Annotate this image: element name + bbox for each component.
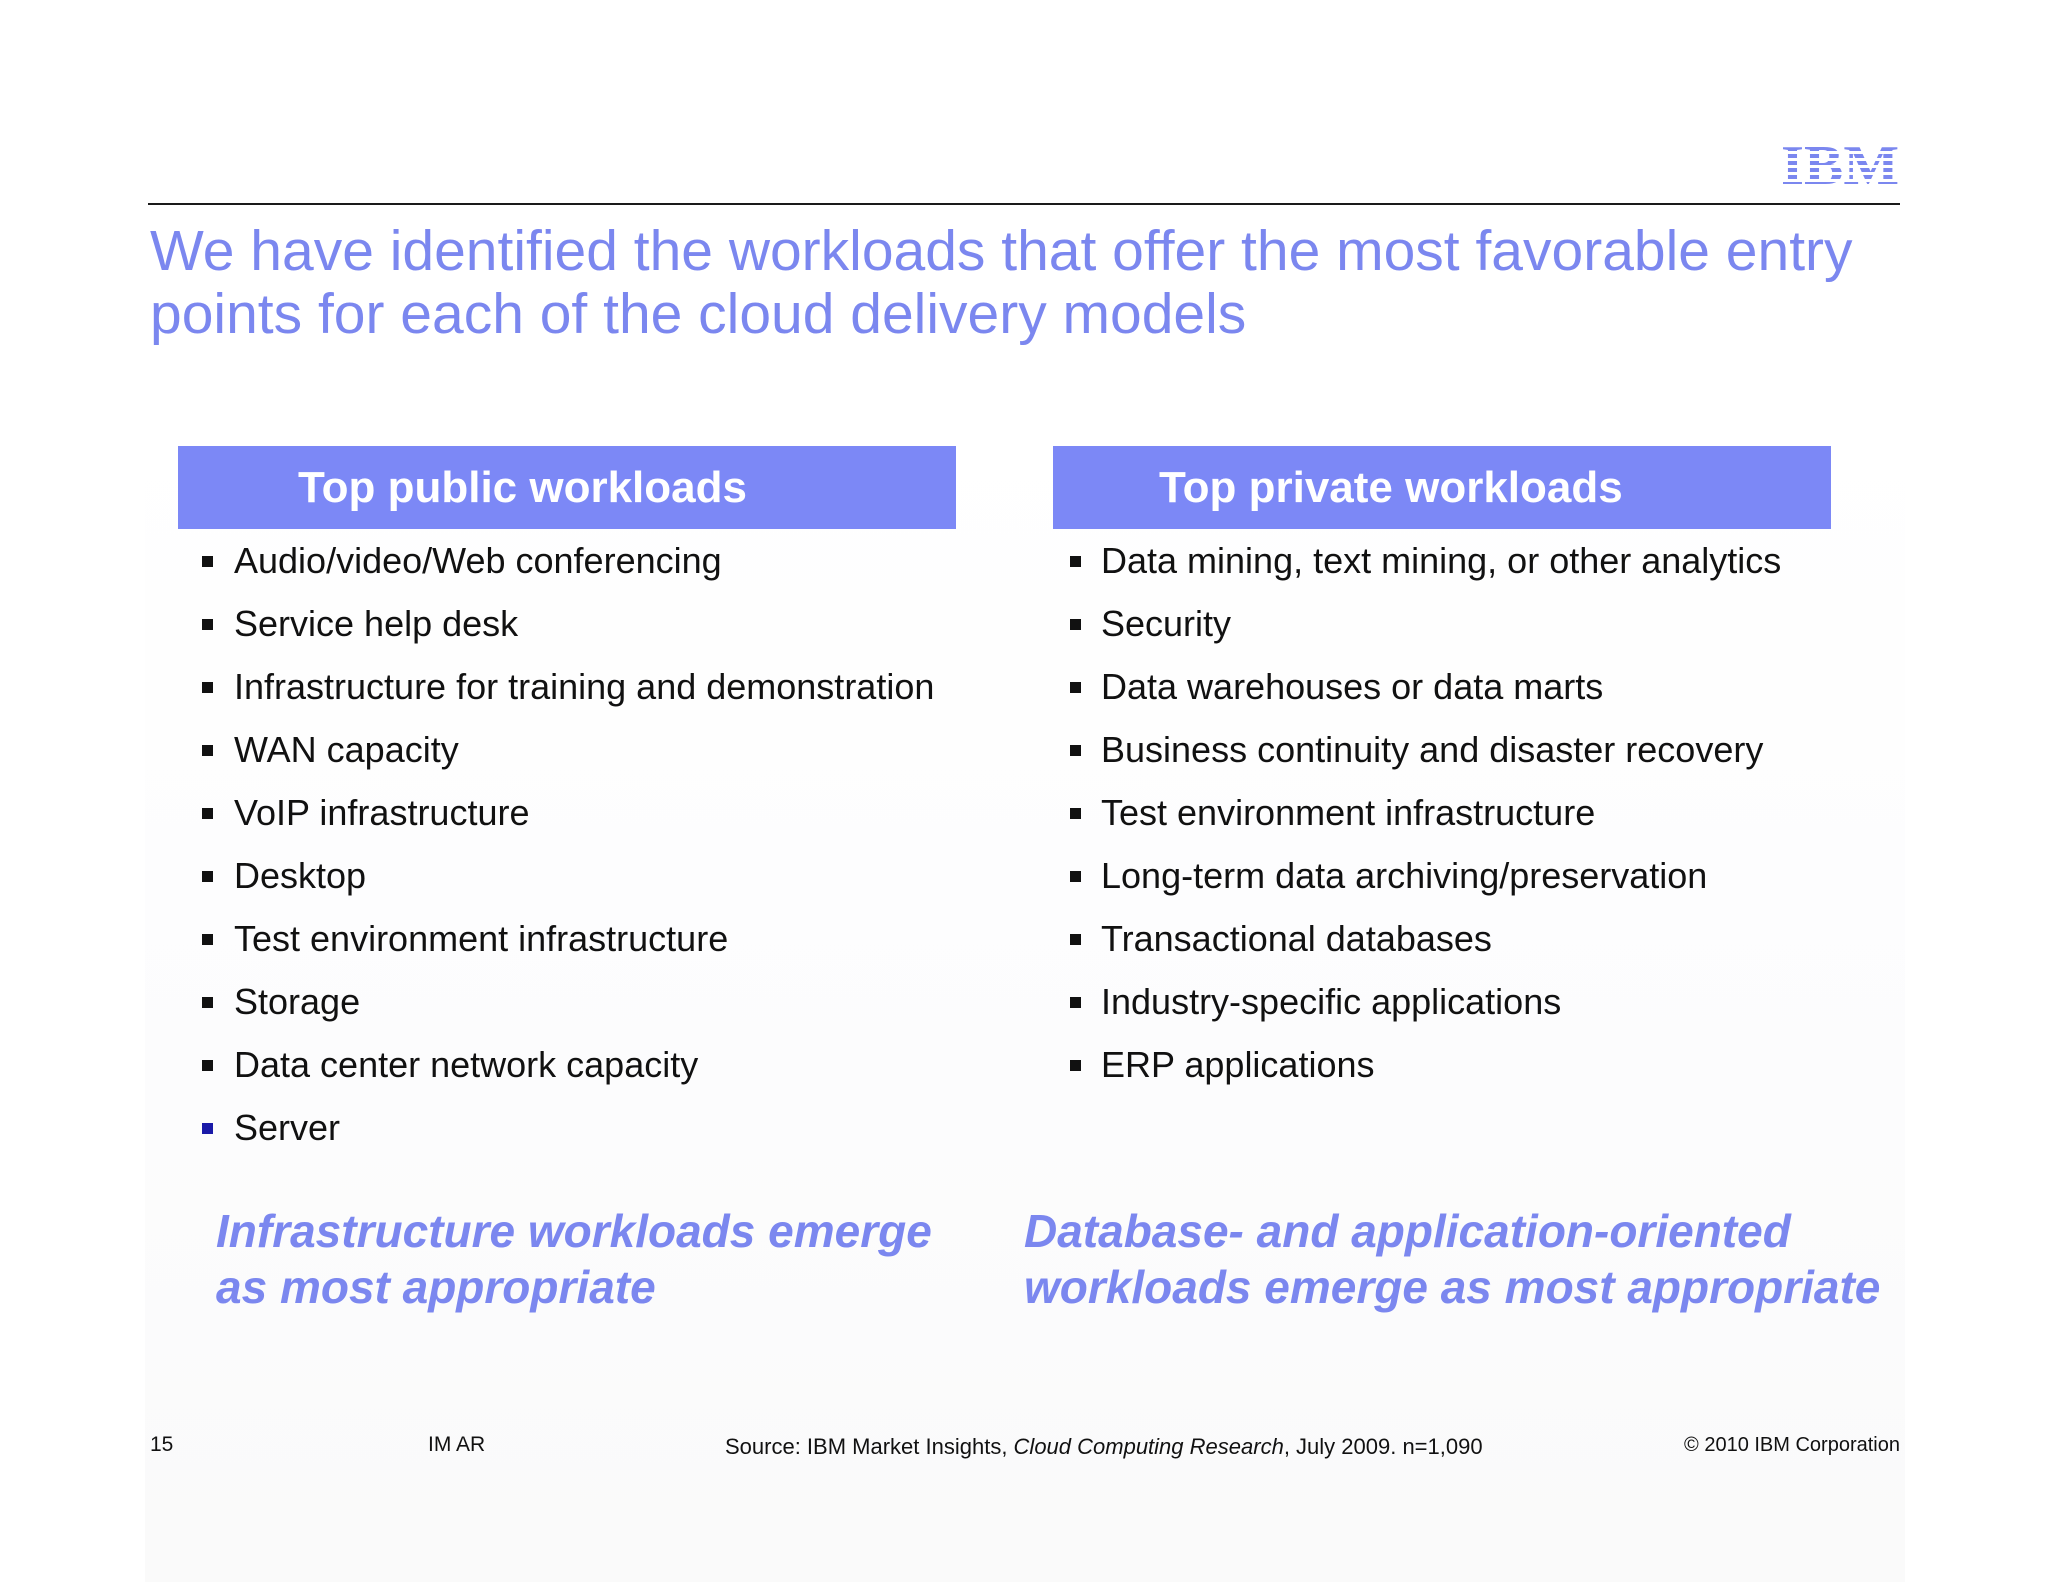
page-number: 15 <box>150 1433 174 1456</box>
list-item: Test environment infrastructure <box>178 907 956 970</box>
bullet-icon <box>202 556 213 567</box>
slide-title: We have identified the workloads that offer the most favorable entry points for each of the cloud delivery models <box>150 219 1853 346</box>
list-item: Data center network capacity <box>178 1033 956 1096</box>
list-item: Long-term data archiving/preservation <box>1053 844 1831 907</box>
list-item: Business continuity and disaster recovery <box>1053 718 1831 781</box>
ibm-logo <box>1780 138 1900 188</box>
bullet-icon <box>202 1060 213 1071</box>
bullet-icon <box>1070 619 1081 630</box>
list-item: ERP applications <box>1053 1033 1831 1096</box>
bullet-icon <box>202 871 213 882</box>
source-suffix: , July 2009. n=1,090 <box>1283 1434 1483 1459</box>
list-item: Transactional databases <box>1053 907 1831 970</box>
list-item: Data warehouses or data marts <box>1053 655 1831 718</box>
list-item: VoIP infrastructure <box>178 781 956 844</box>
list-item: Data mining, text mining, or other analytics <box>1053 529 1831 592</box>
footer-label: IM AR <box>428 1433 486 1456</box>
copyright: © 2010 IBM Corporation <box>1684 1434 1900 1456</box>
private-workloads-list <box>1053 529 1831 1096</box>
bullet-icon <box>202 682 213 693</box>
bullet-icon <box>1070 997 1081 1008</box>
source-title: Cloud Computing Research <box>1013 1434 1284 1459</box>
bullet-icon <box>1070 745 1081 756</box>
private-workloads-column <box>1053 446 1831 1096</box>
bullet-icon <box>202 619 213 630</box>
bullet-icon <box>202 808 213 819</box>
list-item: Service help desk <box>178 592 956 655</box>
bullet-icon <box>1070 1060 1081 1071</box>
list-item: Test environment infrastructure <box>1053 781 1831 844</box>
source-prefix: Source: IBM Market Insights, <box>725 1434 1014 1459</box>
list-item: WAN capacity <box>178 718 956 781</box>
public-workloads-header: Top public workloads <box>178 446 956 529</box>
header-rule <box>148 203 1900 205</box>
list-item: Security <box>1053 592 1831 655</box>
public-workloads-list <box>178 529 956 1159</box>
list-item: Server <box>178 1096 956 1159</box>
bullet-icon <box>202 745 213 756</box>
private-workloads-header: Top private workloads <box>1053 446 1831 529</box>
bullet-icon <box>1070 871 1081 882</box>
list-item: Industry-specific applications <box>1053 970 1831 1033</box>
list-item: Storage <box>178 970 956 1033</box>
source-citation <box>725 1434 1483 1460</box>
public-conclusion: Infrastructure workloads emerge as most appropriate <box>216 1205 932 1313</box>
list-item: Infrastructure for training and demonstration <box>178 655 956 718</box>
list-item: Desktop <box>178 844 956 907</box>
private-conclusion: Database- and application-oriented workloads emerge as most appropriate <box>1024 1205 1881 1313</box>
bullet-icon <box>202 997 213 1008</box>
list-item: Audio/video/Web conferencing <box>178 529 956 592</box>
bullet-icon <box>1070 808 1081 819</box>
public-workloads-column <box>178 446 956 1159</box>
bullet-icon <box>1070 934 1081 945</box>
bullet-icon <box>1070 682 1081 693</box>
bullet-icon <box>202 934 213 945</box>
bullet-icon <box>202 1123 213 1134</box>
ibm-logo-icon <box>1780 138 1900 188</box>
bullet-icon <box>1070 556 1081 567</box>
